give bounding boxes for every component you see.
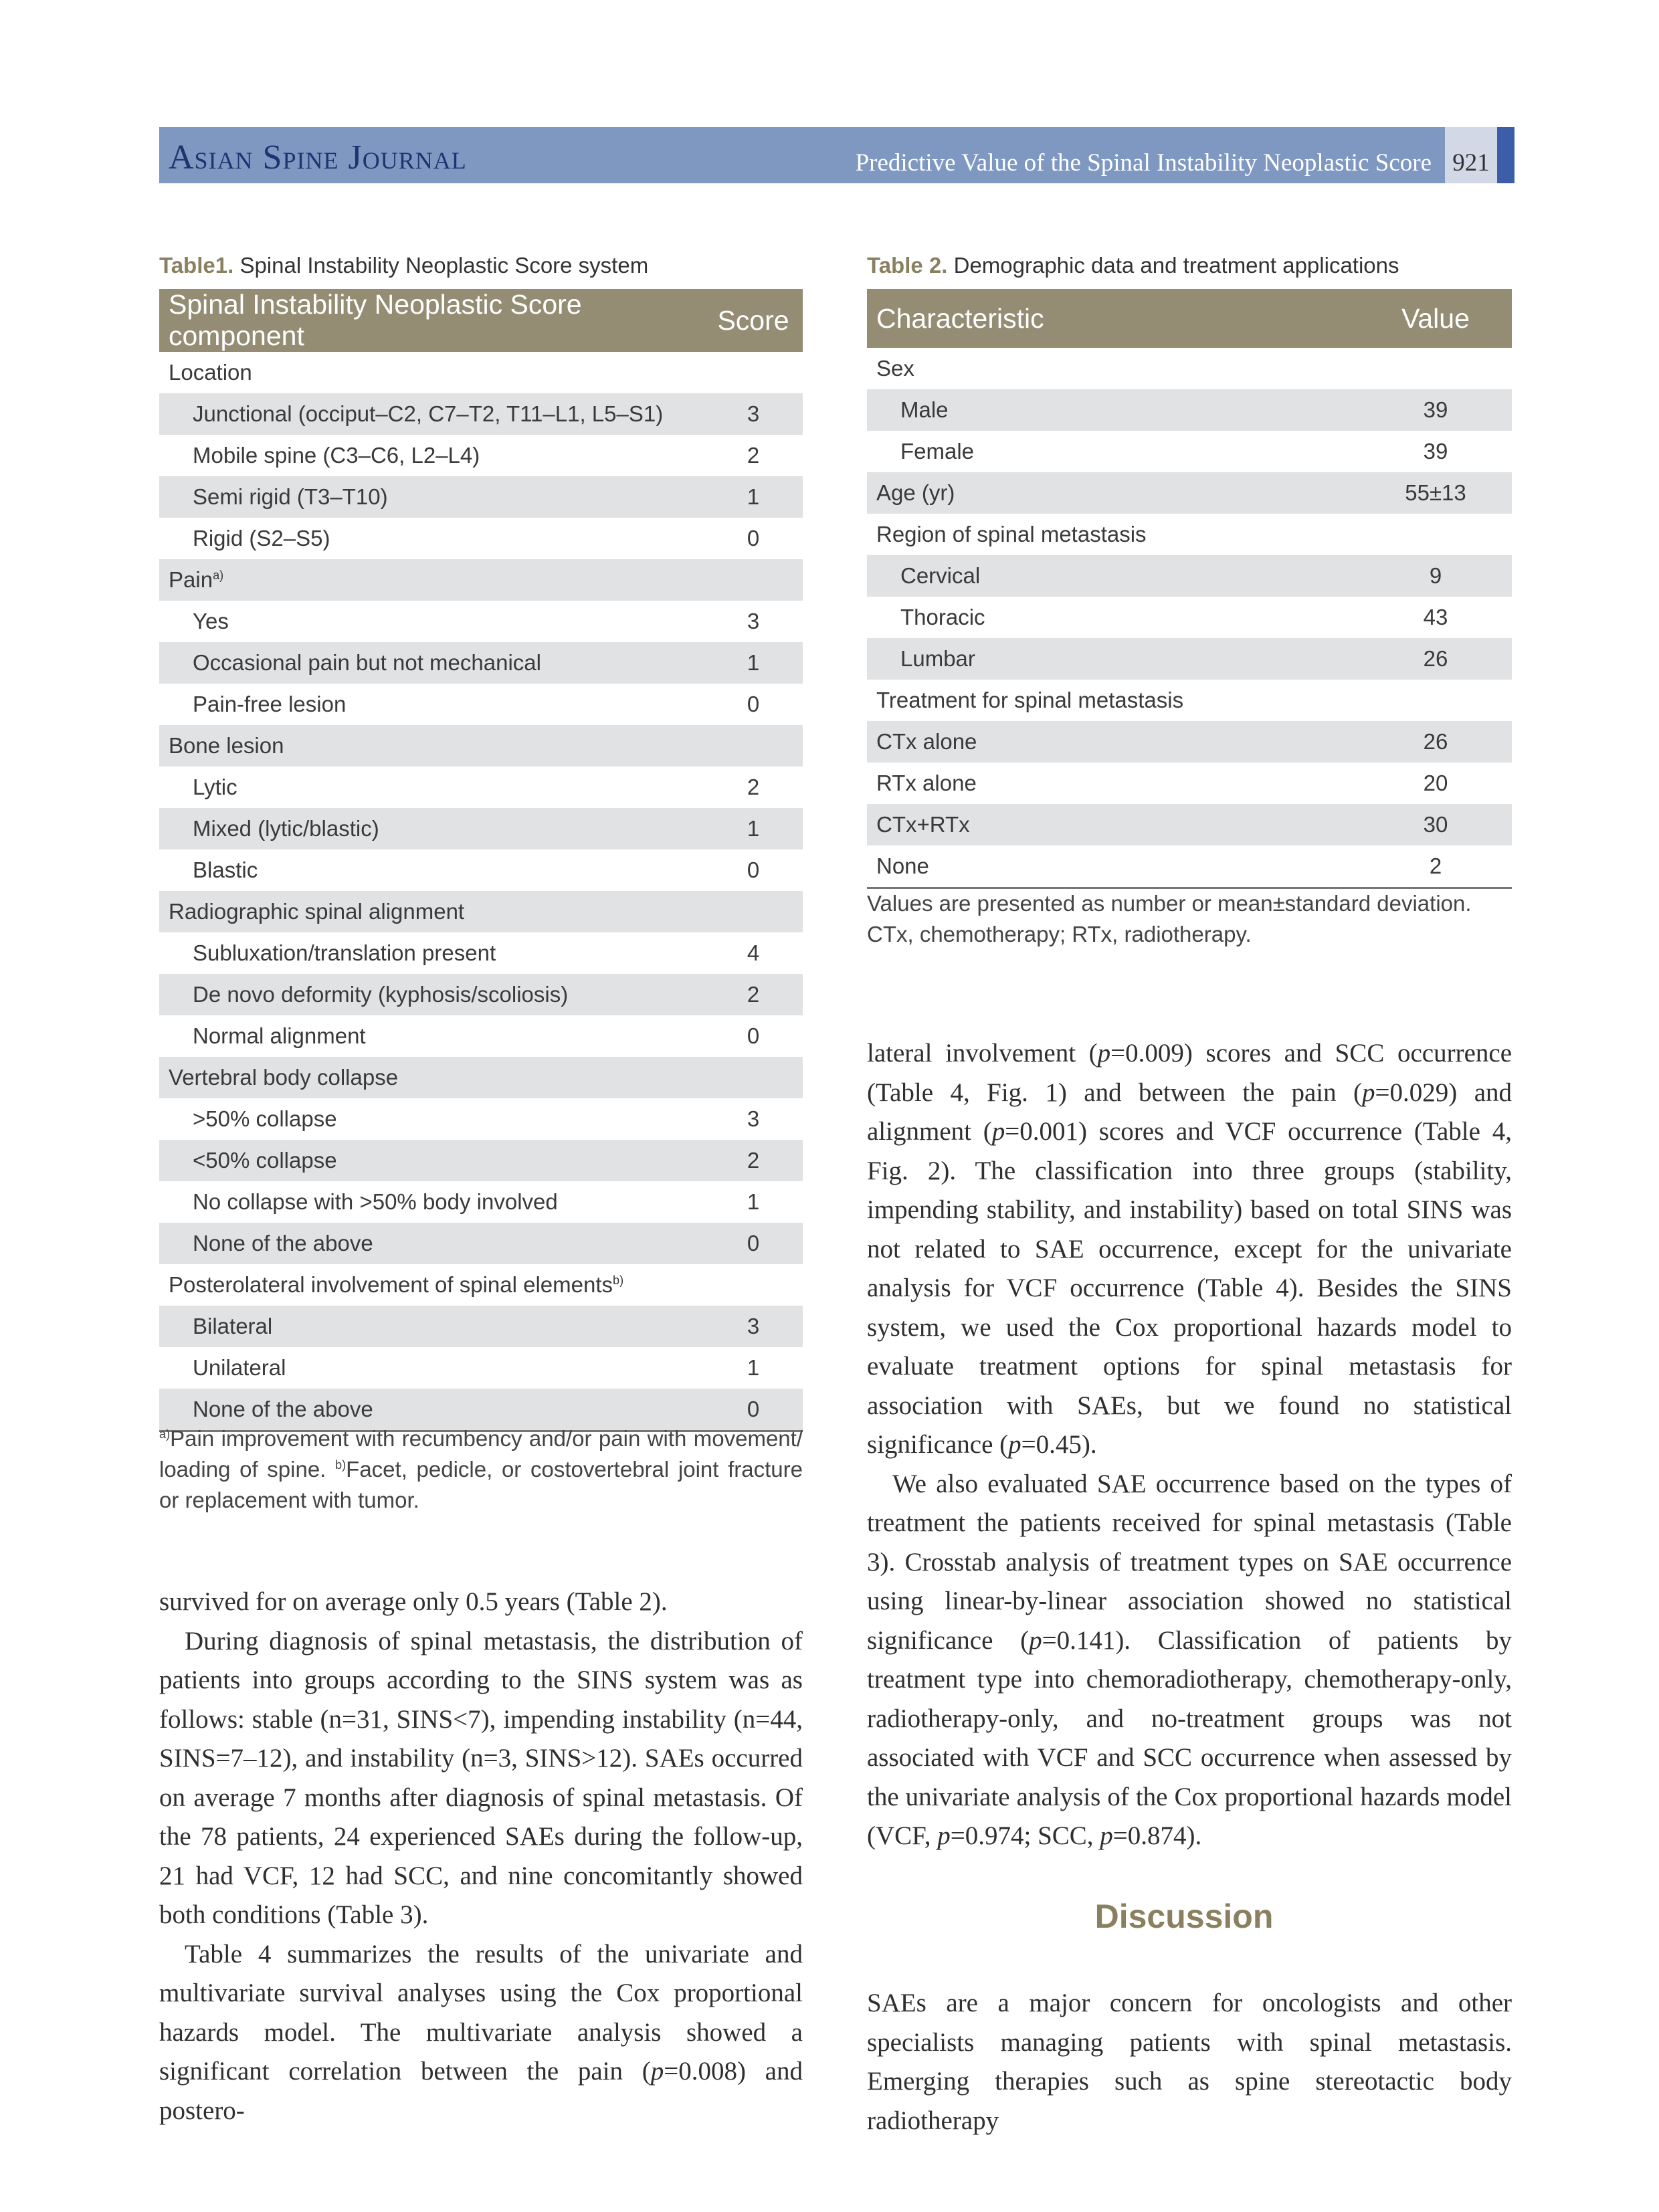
right-paragraph-1 bbox=[867, 1034, 1512, 1465]
right-column-text bbox=[867, 1034, 1512, 1856]
table1-row bbox=[159, 435, 803, 476]
table2-cell-characteristic: Thoracic bbox=[900, 605, 985, 629]
table1-cell-component bbox=[159, 518, 704, 559]
text-run: =0.141). Classification of patients by treatment type into chemoradiotherapy, chemotherapy-only, radiotherapy-only, and no-treatment groups was not associated with VCF and SCC occurrence when assessed by the univariate analysis of the Cox proportional hazards model (VCF, bbox=[867, 1625, 1512, 1850]
table1-cell-label: Semi rigid (T3–T10) bbox=[193, 484, 388, 509]
table1-cell-component bbox=[159, 601, 704, 642]
table1-row bbox=[159, 725, 803, 767]
table2-cell-characteristic: Treatment for spinal metastasis bbox=[876, 688, 1184, 712]
text-run: =0.45). bbox=[1021, 1430, 1097, 1459]
table2-row bbox=[867, 472, 1512, 514]
table1-cell-label: Rigid (S2–S5) bbox=[193, 526, 330, 550]
table1-cell-label: Mobile spine (C3–C6, L2–L4) bbox=[193, 443, 480, 468]
footnote-a: Pain improvement with recumbency and/or pain with movement/ loading of spine. bbox=[159, 1426, 803, 1482]
table1-cell-label: Radiographic spinal alignment bbox=[169, 899, 465, 924]
table2-cell-characteristic: CTx alone bbox=[867, 721, 1359, 763]
table1-cell-score: 0 bbox=[747, 1023, 760, 1048]
table2-row bbox=[867, 514, 1512, 555]
table1-header-row bbox=[159, 289, 803, 352]
table2-cell-characteristic: Region of spinal metastasis bbox=[876, 522, 1147, 546]
table1-cell-component bbox=[159, 891, 704, 932]
table2-cell-value: 30 bbox=[1359, 804, 1512, 845]
table1-cell-score: 0 bbox=[747, 692, 760, 716]
table1-caption-text: Spinal Instability Neoplastic Score system bbox=[239, 253, 649, 278]
footnote-a-mark: a) bbox=[159, 1427, 171, 1441]
discussion-paragraph-1: SAEs are a major concern for oncologists and other specialists managing patients with spinal metastasis. Emerging therapies such as spine stereotactic body radiotherapy bbox=[867, 1989, 1512, 2135]
table1-cell-component bbox=[159, 808, 704, 849]
left-paragraph-1: survived for on average only 0.5 years (Table 2). bbox=[159, 1587, 668, 1616]
table1-cell-label: Subluxation/translation present bbox=[193, 940, 496, 965]
table1-cell-footnote-mark: b) bbox=[613, 1274, 624, 1287]
p-value-symbol: p bbox=[1100, 1821, 1113, 1850]
table1-row bbox=[159, 1057, 803, 1098]
table1-cell-score: 1 bbox=[704, 642, 803, 684]
table2-row bbox=[867, 638, 1512, 680]
table1-row bbox=[159, 1264, 803, 1306]
text-run: =0.029) and alignment ( bbox=[867, 1078, 1512, 1146]
table1-cell-component bbox=[159, 352, 704, 393]
table2-cell-value: 2 bbox=[1359, 845, 1512, 888]
table1-cell-score: 0 bbox=[704, 1389, 803, 1431]
table1-cell-label: Bilateral bbox=[193, 1314, 273, 1338]
table1-caption-label: Table1. bbox=[159, 253, 234, 278]
table1-cell-label: De novo deformity (kyphosis/scoliosis) bbox=[193, 982, 569, 1007]
text-run: =0.874). bbox=[1112, 1821, 1202, 1850]
table1-row bbox=[159, 393, 803, 435]
table1-row bbox=[159, 1181, 803, 1223]
table1-cell-label: <50% collapse bbox=[193, 1148, 337, 1173]
table1-row bbox=[159, 974, 803, 1015]
table1-cell-score bbox=[704, 559, 803, 601]
table2-row bbox=[867, 555, 1512, 597]
table1-cell-component bbox=[159, 642, 704, 684]
table2-row bbox=[867, 680, 1512, 721]
table2-cell-characteristic: Cervical bbox=[867, 555, 1359, 597]
table1-cell-label: Unilateral bbox=[193, 1355, 286, 1380]
table1-cell-score: 1 bbox=[747, 1355, 760, 1380]
table1-cell-score: 3 bbox=[704, 393, 803, 435]
table2-cell-value: 20 bbox=[1423, 771, 1448, 795]
table1-cell-component bbox=[159, 476, 704, 518]
footnote-b-mark: b) bbox=[335, 1458, 347, 1472]
table1-cell-score: 3 bbox=[747, 1106, 760, 1131]
table1-row bbox=[159, 1015, 803, 1057]
p-value-symbol: p bbox=[937, 1821, 951, 1850]
text-run: =0.974; SCC, bbox=[950, 1821, 1100, 1850]
table2-cell-value: 26 bbox=[1359, 721, 1512, 763]
journal-name: Asian Spine Journal bbox=[169, 138, 467, 177]
table1-row bbox=[159, 1098, 803, 1140]
table2-cell-value bbox=[1359, 348, 1512, 389]
table1-col-component: Spinal Instability Neoplastic Score component bbox=[159, 289, 704, 352]
table1-cell-label: Vertebral body collapse bbox=[169, 1065, 399, 1090]
table1-cell-label: Posterolateral involvement of spinal elements bbox=[169, 1272, 613, 1297]
table1 bbox=[159, 289, 803, 1432]
table1-body bbox=[159, 352, 803, 1431]
table1-cell-score: 3 bbox=[704, 1306, 803, 1347]
table1-cell-label: None of the above bbox=[193, 1231, 373, 1255]
table1-cell-component bbox=[159, 559, 704, 601]
table2-col-value: Value bbox=[1359, 289, 1512, 348]
table1-cell-score: 2 bbox=[747, 775, 760, 799]
table1-row bbox=[159, 849, 803, 891]
table1-cell-label: >50% collapse bbox=[193, 1106, 337, 1131]
p-value-symbol: p bbox=[991, 1117, 1005, 1146]
table2-cell-characteristic: Sex bbox=[876, 356, 914, 381]
table1-cell-component bbox=[159, 767, 704, 808]
table1-cell-label: No collapse with >50% body involved bbox=[193, 1189, 558, 1214]
table1-row bbox=[159, 932, 803, 974]
table2-cell-value: 26 bbox=[1359, 638, 1512, 680]
table1-cell-component bbox=[159, 849, 704, 891]
table1-row bbox=[159, 1223, 803, 1264]
table1-cell-score bbox=[704, 1057, 803, 1098]
table2-note-1: Values are presented as number or mean±standard deviation. bbox=[867, 891, 1472, 916]
table1-cell-component bbox=[159, 684, 704, 725]
table2-body bbox=[867, 348, 1512, 888]
table2-caption bbox=[867, 253, 1399, 278]
table2-cell-value: 55±13 bbox=[1359, 472, 1512, 514]
page-number: 921 bbox=[1452, 149, 1490, 177]
table2-cell-value bbox=[1359, 514, 1512, 555]
table1-cell-label: Yes bbox=[193, 609, 229, 633]
discussion-heading: Discussion bbox=[1094, 1898, 1274, 1935]
p-value-symbol: p bbox=[650, 2057, 664, 2086]
table1-cell-component bbox=[159, 974, 704, 1015]
table1-cell-label: Junctional (occiput–C2, C7–T2, T11–L1, L5–S1) bbox=[193, 401, 664, 426]
text-run: lateral involvement ( bbox=[867, 1039, 1098, 1068]
table1-row bbox=[159, 559, 803, 601]
table1-cell-component bbox=[159, 725, 704, 767]
table1-cell-score: 3 bbox=[747, 609, 760, 633]
table1-caption bbox=[159, 253, 648, 278]
table1-row bbox=[159, 808, 803, 849]
table1-row bbox=[159, 891, 803, 932]
table1-row bbox=[159, 352, 803, 393]
table1-row bbox=[159, 518, 803, 559]
table1-cell-label: Lytic bbox=[193, 775, 237, 799]
table1-cell-score bbox=[704, 891, 803, 932]
table1-cell-score: 1 bbox=[704, 476, 803, 518]
table1-cell-component bbox=[159, 1098, 704, 1140]
table2-row bbox=[867, 348, 1512, 389]
table1-row bbox=[159, 1347, 803, 1389]
right-paragraph-2 bbox=[867, 1465, 1512, 1856]
p-value-symbol: p bbox=[1008, 1430, 1021, 1459]
header-accent-bar bbox=[1497, 127, 1515, 183]
left-column-text bbox=[159, 1583, 803, 2130]
table2-row bbox=[867, 763, 1512, 804]
table1-row bbox=[159, 1306, 803, 1347]
p-value-symbol: p bbox=[1029, 1625, 1042, 1655]
table2-row bbox=[867, 804, 1512, 845]
table2-note-2: CTx, chemotherapy; RTx, radiotherapy. bbox=[867, 922, 1252, 946]
table2-cell-value: 39 bbox=[1359, 389, 1512, 431]
table1-cell-score bbox=[704, 1264, 803, 1306]
table1-cell-component bbox=[159, 1264, 704, 1306]
table2-header-row bbox=[867, 289, 1512, 348]
text-run: We also evaluated SAE occurrence based on the types of treatment the patients received for spinal metastasis (Table 3). Crosstab analysis of treatment types on SAE occurrence using linear-by-linear association showed no statistical significance ( bbox=[867, 1469, 1512, 1655]
table1-row bbox=[159, 1140, 803, 1181]
table1-cell-component bbox=[159, 932, 704, 974]
table1-cell-component bbox=[159, 393, 704, 435]
table2-caption-text: Demographic data and treatment applications bbox=[953, 253, 1399, 278]
table1-cell-score: 0 bbox=[747, 526, 760, 550]
discussion-text bbox=[867, 1984, 1512, 2140]
table1-cell-score bbox=[704, 725, 803, 767]
table1-cell-label: Bone lesion bbox=[169, 733, 284, 758]
table2-col-characteristic: Characteristic bbox=[867, 289, 1359, 348]
table2-row bbox=[867, 845, 1512, 888]
table1-cell-label: Occasional pain but not mechanical bbox=[193, 650, 541, 675]
table1-cell-score: 1 bbox=[704, 808, 803, 849]
p-value-symbol: p bbox=[1362, 1078, 1375, 1107]
table1-cell-score: 2 bbox=[704, 1140, 803, 1181]
table1-cell-label: None of the above bbox=[193, 1397, 373, 1421]
table2-row bbox=[867, 431, 1512, 472]
table2-cell-characteristic: Age (yr) bbox=[867, 472, 1359, 514]
table2-cell-value bbox=[1359, 680, 1512, 721]
table1-row bbox=[159, 601, 803, 642]
text-run: Table 4 summarizes the results of the univariate and multivariate survival analyses using the Cox proportional hazards model. The multivariate analysis showed a significant correlation between the pain ( bbox=[159, 1939, 803, 2086]
table2-row bbox=[867, 597, 1512, 638]
table1-cell-footnote-mark: a) bbox=[213, 569, 224, 582]
table1-footnotes bbox=[159, 1423, 803, 1516]
table1-row bbox=[159, 476, 803, 518]
table2-cell-characteristic: Lumbar bbox=[867, 638, 1359, 680]
table1-cell-component bbox=[159, 435, 704, 476]
table1-cell-component bbox=[159, 1140, 704, 1181]
table1-cell-score bbox=[704, 352, 803, 393]
table2-cell-value: 39 bbox=[1423, 439, 1448, 464]
table1-cell-score: 2 bbox=[704, 974, 803, 1015]
table1-cell-label: Blastic bbox=[193, 858, 258, 882]
table1-cell-label: Pain-free lesion bbox=[193, 692, 347, 716]
text-run: =0.009) scores and SCC occurrence (Table 4, Fig. 1) and between the pain ( bbox=[867, 1039, 1512, 1107]
table1-row bbox=[159, 767, 803, 808]
table1-cell-component bbox=[159, 1057, 704, 1098]
text-run: =0.008) and postero- bbox=[159, 2057, 803, 2125]
table2-cell-value: 9 bbox=[1359, 555, 1512, 597]
table1-cell-score: 0 bbox=[704, 1223, 803, 1264]
text-run: =0.001) scores and VCF occurrence (Table 4, Fig. 2). The classification into three groups (stability, impending stability, and instability) based on total SINS was not related to SAE occurrence, except for the univariate analysis for VCF occurrence (Table 4). Besides the SINS system, we used the Cox proportional hazards model to evaluate treatment options for spinal metastasis for association with SAEs, but we found no statistical significance ( bbox=[867, 1117, 1512, 1459]
table1-cell-component bbox=[159, 1015, 704, 1057]
table1-row bbox=[159, 642, 803, 684]
table1-cell-label: Normal alignment bbox=[193, 1023, 366, 1048]
footnote-b: Facet, pedicle, or costovertebral joint fracture or replacement with tumor. bbox=[159, 1457, 803, 1512]
table2-notes bbox=[867, 888, 1472, 950]
table2 bbox=[867, 289, 1512, 889]
table2-caption-label: Table 2. bbox=[867, 253, 948, 278]
table1-cell-label: Mixed (lytic/blastic) bbox=[193, 816, 379, 841]
table1-row bbox=[159, 684, 803, 725]
table2-row bbox=[867, 721, 1512, 763]
p-value-symbol: p bbox=[1097, 1039, 1111, 1068]
table1-cell-component bbox=[159, 1306, 704, 1347]
table2-cell-characteristic: CTx+RTx bbox=[867, 804, 1359, 845]
left-paragraph-2: During diagnosis of spinal metastasis, the distribution of patients into groups according to the SINS system was as follows: stable (n=31, SINS<7), impending instability (n=44, SINS=7–12), and instability (n=3, SINS>12). SAEs occurred on average 7 months after diagnosis of spinal metastasis. Of the 78 patients, 24 experienced SAEs during the follow-up, 21 had VCF, 12 had SCC, and nine concomitantly showed both conditions (Table 3). bbox=[159, 1626, 803, 1929]
table2-cell-characteristic: Female bbox=[900, 439, 975, 464]
table2-cell-characteristic: Male bbox=[867, 389, 1359, 431]
running-title: Predictive Value of the Spinal Instability Neoplastic Score bbox=[855, 149, 1432, 177]
table1-cell-label: Location bbox=[169, 360, 252, 385]
left-paragraph-3 bbox=[159, 1935, 803, 2131]
table1-cell-component bbox=[159, 1181, 704, 1223]
table1-cell-score: 0 bbox=[747, 858, 760, 882]
table2-cell-characteristic: RTx alone bbox=[876, 771, 977, 795]
table2-cell-characteristic: None bbox=[867, 845, 1359, 888]
table1-cell-score: 4 bbox=[747, 940, 760, 965]
table1-cell-component bbox=[159, 1223, 704, 1264]
table1-cell-component bbox=[159, 1347, 704, 1389]
table1-cell-score: 2 bbox=[747, 443, 760, 468]
table1-cell-score: 1 bbox=[747, 1189, 760, 1214]
table1-col-score: Score bbox=[704, 289, 803, 352]
table2-row bbox=[867, 389, 1512, 431]
table2-cell-value: 43 bbox=[1423, 605, 1448, 629]
table1-cell-label: Pain bbox=[169, 567, 213, 592]
